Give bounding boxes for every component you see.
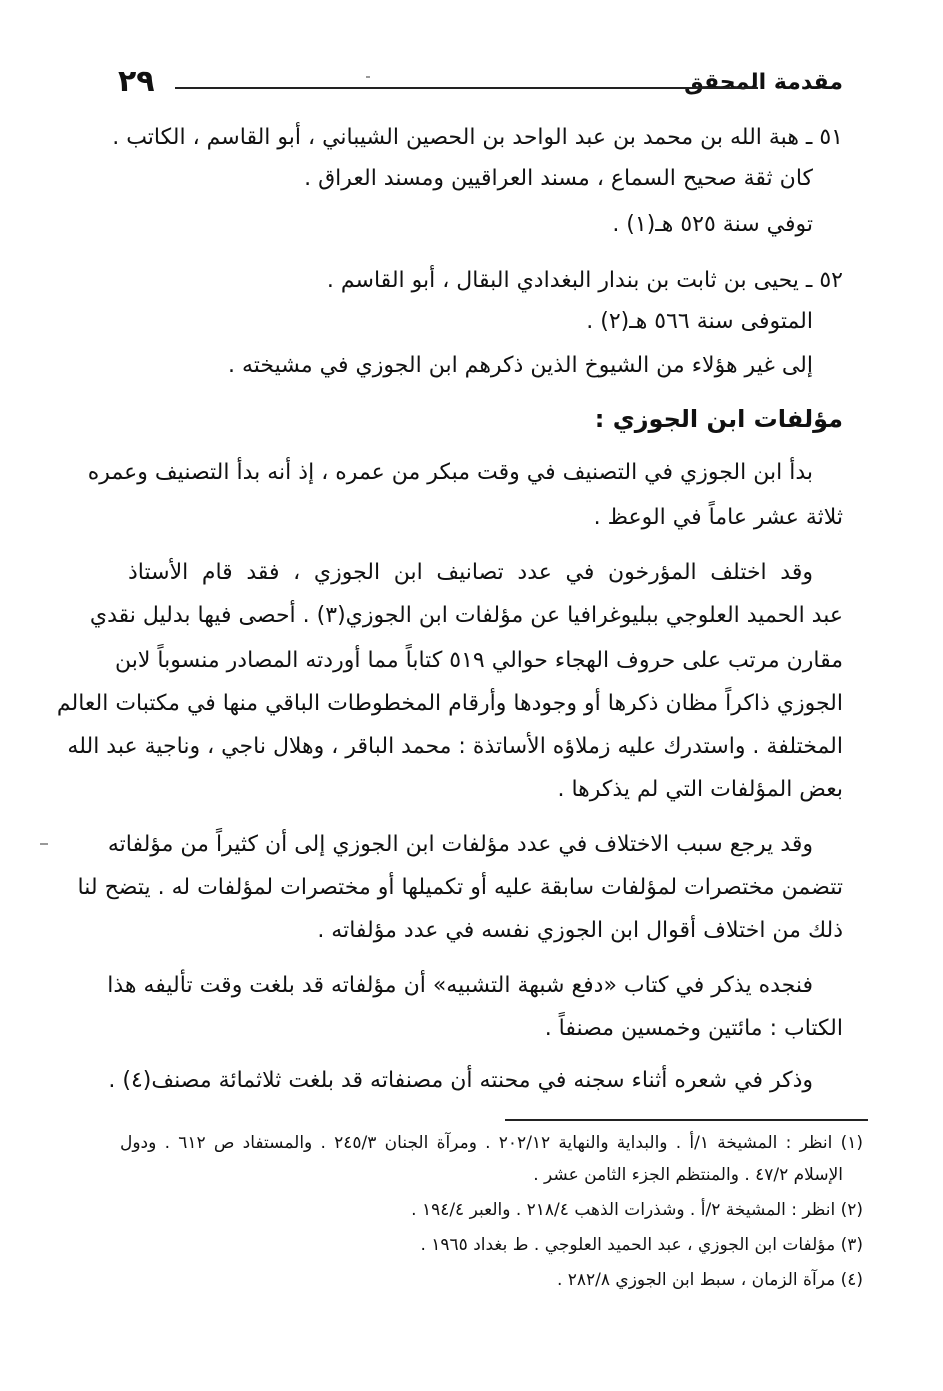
body-line: وذكر في شعره أثناء سجنه في محنته أن مصنفاته قد بلغت ثلاثمائة مصنف(٤) . xyxy=(108,1068,813,1093)
footnote-line: (٤) مرآة الزمان ، سبط ابن الجوزي ٢٨٢/٨ . xyxy=(556,1270,863,1290)
body-line: تتضمن مختصرات لمؤلفات سابقة عليه أو تكميلها أو مختصرات لمؤلفات له . يتضح لنا xyxy=(77,875,843,900)
body-line: إلى غير هؤلاء من الشيوخ الذين ذكرهم ابن الجوزي في مشيخته . xyxy=(227,353,813,378)
body-line: بدأ ابن الجوزي في التصنيف في وقت مبكر من عمره ، إذ أنه بدأ التصنيف وعمره xyxy=(87,460,813,485)
footnote-rule xyxy=(505,1119,868,1121)
body-line: عبد الحميد العلوجي ببليوغرافيا عن مؤلفات ابن الجوزي(٣) . أحصى فيها بدليل نقدي xyxy=(89,603,843,628)
body-line: الكتاب : مائتين وخمسين مصنفاً . xyxy=(544,1016,843,1041)
body-line: ٥٢ ـ يحيى بن ثابت بن بندار البغدادي البقال ، أبو القاسم . xyxy=(326,268,843,293)
section-heading: مؤلفات ابن الجوزي : xyxy=(594,405,843,433)
body-line: وقد اختلف المؤرخون في عدد تصانيف ابن الجوزي ، فقد قام الأستاذ xyxy=(128,560,813,585)
body-line: ثلاثة عشر عاماً في الوعظ . xyxy=(593,505,843,530)
body-line: المتوفى سنة ٥٦٦ هـ(٢) . xyxy=(586,309,813,334)
running-header-title: مقدمة المحقق xyxy=(684,70,843,95)
footnote-line: (١) انظر : المشيخة ١/أ . والبداية والنهاية ٢٠٢/١٢ . ومرآة الجنان ٢٤٥/٣ . والمستفاد ص ٦١٢ . ودول xyxy=(120,1133,864,1153)
body-line: توفي سنة ٥٢٥ هـ(١) . xyxy=(612,212,813,237)
footnote-line: (٣) مؤلفات ابن الجوزي ، عبد الحميد العلوجي . ط بغداد ١٩٦٥ . xyxy=(420,1235,863,1255)
footnote-line: (٢) انظر : المشيخة ٢/أ . وشذرات الذهب ٢١٨/٤ . والعبر ١٩٤/٤ . xyxy=(411,1200,863,1220)
scan-speck xyxy=(40,843,48,845)
body-line: بعض المؤلفات التي لم يذكرها . xyxy=(557,777,843,802)
footnote-line: الإسلام ٤٧/٢ . والمنتظم الجزء الثامن عشر . xyxy=(533,1165,843,1185)
body-line: ٥١ ـ هبة الله بن محمد بن عبد الواحد بن الحصين الشيباني ، أبو القاسم ، الكاتب . xyxy=(112,125,843,150)
page-number: ٢٩ xyxy=(118,64,155,99)
body-line: مقارن مرتب على حروف الهجاء حوالي ٥١٩ كتاباً مما أوردته المصادر منسوباً لابن xyxy=(115,648,843,673)
body-line: وقد يرجع سبب الاختلاف في عدد مؤلفات ابن الجوزي إلى أن كثيراً من مؤلفاته xyxy=(107,832,813,857)
body-line: فنجده يذكر في كتاب «دفع شبهة التشبيه» أن مؤلفاته قد بلغت وقت تأليفه هذا xyxy=(107,973,813,998)
body-line: ذلك من اختلاف أقوال ابن الجوزي نفسه في عدد مؤلفاته . xyxy=(317,918,843,943)
scan-speck xyxy=(366,76,370,78)
body-line: المختلفة . واستدرك عليه زملاؤه الأساتذة : محمد الباقر ، وهلال ناجي ، وناجية عبد الله xyxy=(67,734,843,759)
body-line: الجوزي ذاكراً مظان ذكرها أو وجودها وأرقام المخطوطات الباقي منها في مكتبات العالم xyxy=(56,691,843,716)
body-line: كان ثقة صحيح السماع ، مسند العراقيين ومسند العراق . xyxy=(304,166,813,191)
header-rule xyxy=(175,87,758,89)
